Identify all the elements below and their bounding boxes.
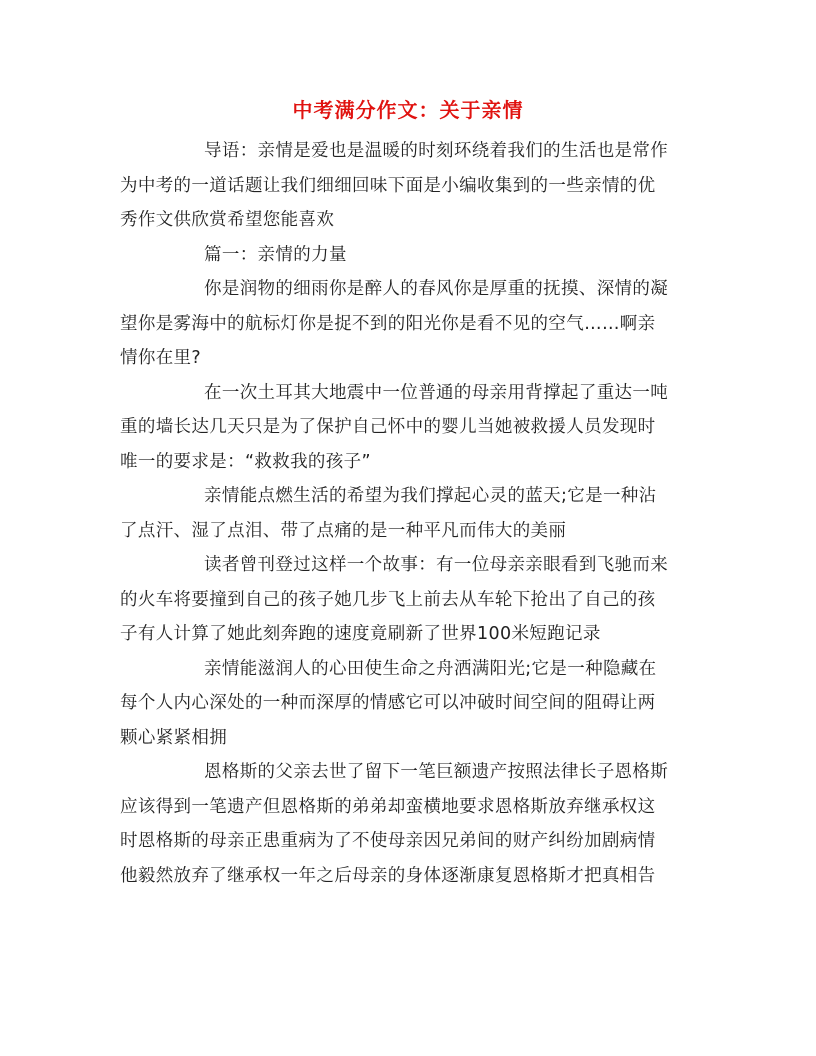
paragraph-intro xyxy=(120,134,696,238)
text-line: 秀作文供欣赏希望您能喜欢 xyxy=(120,210,335,230)
text-line: 了点汗、湿了点泪、带了点痛的是一种平凡而伟大的美丽 xyxy=(120,520,567,541)
paragraph xyxy=(120,376,696,480)
text-line: 在一次土耳其大地震中一位普通的母亲用背撑起了重达一吨 xyxy=(204,382,669,403)
text-line: 应该得到一笔遗产但恩格斯的弟弟却蛮横地要求恩格斯放弃继承权这 xyxy=(120,796,656,817)
text-line: 每个人内心深处的一种而深厚的情感它可以冲破时间空间的阻碍让两 xyxy=(120,693,656,713)
paragraph xyxy=(120,479,696,548)
text-line: 亲情能点燃生活的希望为我们撑起心灵的蓝天;它是一种沾 xyxy=(204,486,657,506)
text-line: 子有人计算了她此刻奔跑的速度竟刷新了世界100米短跑记录 xyxy=(120,624,601,644)
paragraph xyxy=(120,272,696,376)
text-line: 导语：亲情是爱也是温暖的时刻环绕着我们的生活也是常作 xyxy=(204,141,669,161)
text-line: 他毅然放弃了继承权一年之后母亲的身体逐渐康复恩格斯才把真相告 xyxy=(120,865,656,886)
document-body xyxy=(120,134,696,893)
text-line: 读者曾刊登过这样一个故事：有一位母亲亲眼看到飞驰而来 xyxy=(204,555,669,575)
text-line: 篇一：亲情的力量 xyxy=(204,244,347,265)
text-line: 唯一的要求是：“救救我的孩子” xyxy=(120,451,371,472)
text-line: 为中考的一道话题让我们细细回味下面是小编收集到的一些亲情的优 xyxy=(120,175,656,196)
paragraph xyxy=(120,548,696,652)
section-heading xyxy=(120,238,696,273)
text-line: 望你是雾海中的航标灯你是捉不到的阳光你是看不见的空气……啊亲 xyxy=(120,313,656,334)
text-line: 你是润物的细雨你是醉人的春风你是厚重的抚摸、深情的凝 xyxy=(204,279,669,299)
text-line: 亲情能滋润人的心田使生命之舟洒满阳光;它是一种隐藏在 xyxy=(204,658,657,679)
text-line: 情你在里? xyxy=(120,348,202,368)
text-line: 颗心紧紧相拥 xyxy=(120,727,228,748)
text-line: 时恩格斯的母亲正患重病为了不使母亲因兄弟间的财产纠纷加剧病情 xyxy=(120,831,656,851)
paragraph xyxy=(120,652,696,756)
text-line: 重的墙长达几天只是为了保护自己怀中的婴儿当她被救援人员发现时 xyxy=(120,417,656,437)
paragraph xyxy=(120,755,696,893)
page-title: 中考满分作文：关于亲情 xyxy=(292,98,524,122)
text-line: 恩格斯的父亲去世了留下一笔巨额遗产按照法律长子恩格斯 xyxy=(204,762,669,782)
text-line: 的火车将要撞到自己的孩子她几步飞上前去从车轮下抢出了自己的孩 xyxy=(120,589,656,610)
